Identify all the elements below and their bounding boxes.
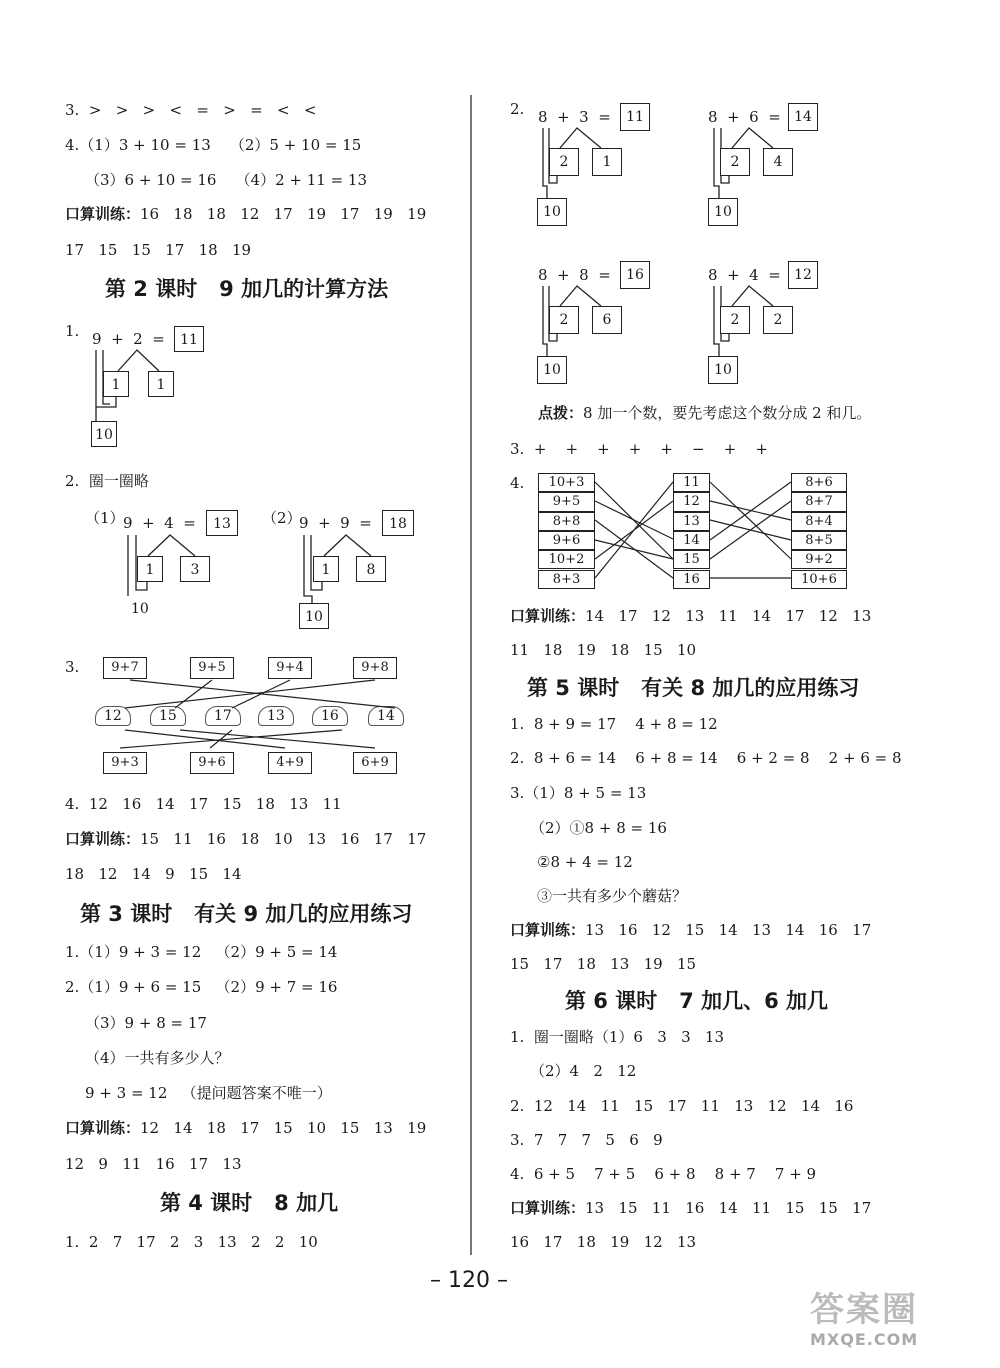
- oral-practice-cont: 16 17 18 19 12 13: [510, 1233, 697, 1251]
- oral-practice-cont: 12 9 11 16 17 13: [65, 1155, 242, 1173]
- split-box: 1: [103, 371, 129, 397]
- answer-box: 11: [174, 326, 204, 352]
- answer-line: 3. > > > < = > = < <: [65, 101, 317, 119]
- oral-practice-label: 口算训练：: [65, 830, 141, 848]
- answer-line: （3）9 + 8 = 17: [85, 1014, 207, 1032]
- lesson-heading: 第 3 课时 有关 9 加几的应用练习: [80, 902, 413, 926]
- match-cell: 9+2: [791, 550, 847, 569]
- watermark-text: 答案圈: [810, 1290, 918, 1330]
- oral-practice-label: 口算训练：: [510, 921, 586, 939]
- split-box: 6: [592, 306, 622, 334]
- envelope-card: 9+3: [103, 752, 147, 774]
- oral-practice-cont: 17 15 15 17 18 19: [65, 241, 252, 259]
- envelope-card: 9+4: [268, 657, 312, 679]
- oral-practice-cont: 18 12 14 9 15 14: [65, 865, 242, 883]
- lesson-heading: 第 2 课时 9 加几的计算方法: [105, 277, 389, 301]
- answer-box: 12: [788, 261, 818, 289]
- answer-line: 3. + + + + + − + +: [510, 440, 768, 458]
- answer-line: 9 + 3 = 12 （提问题答案不唯一）: [85, 1084, 332, 1102]
- oral-practice-values: 15 11 16 18 10 13 16 17 17: [140, 830, 427, 848]
- answer-line: 3.（1）8 + 5 = 13: [510, 784, 647, 802]
- match-cell: 13: [673, 512, 710, 531]
- bug-number: 16: [312, 706, 348, 726]
- answer-line: 2. 圈一圈略: [65, 472, 149, 490]
- answer-line: 3. 7 7 7 5 6 9: [510, 1131, 663, 1149]
- match-cell: 8+4: [791, 512, 847, 531]
- answer-line: 2. 8 + 6 = 14 6 + 8 = 14 6 + 2 = 8 2 + 6 = 8: [510, 749, 902, 767]
- oral-practice-label: 口算训练：: [65, 1119, 141, 1137]
- answer-box: 13: [206, 510, 238, 536]
- answer-line: 1. 圈一圈略（1）6 3 3 13: [510, 1028, 725, 1046]
- ten-box: 10: [91, 421, 117, 447]
- ten-box: 10: [537, 356, 567, 384]
- split-box: 1: [592, 148, 622, 176]
- answer-line: ③一共有多少个蘑菇？: [537, 887, 688, 905]
- split-box: 1: [148, 371, 174, 397]
- question-number: 4.: [510, 474, 525, 492]
- envelope-card: 4+9: [268, 752, 312, 774]
- oral-practice-label: 口算训练：: [65, 205, 141, 223]
- oral-practice-label: 口算训练：: [510, 1199, 586, 1217]
- match-cell: 8+3: [538, 570, 595, 589]
- bug-number: 17: [205, 706, 241, 726]
- ten-value: 10: [131, 601, 149, 617]
- envelope-card: 9+8: [353, 657, 397, 679]
- answer-box: 14: [788, 103, 818, 131]
- envelope-card: 9+5: [190, 657, 234, 679]
- answer-box: 18: [382, 510, 414, 536]
- equation: 8 + 3 =: [538, 108, 611, 126]
- bug-number: 14: [368, 706, 404, 726]
- equation: 9 + 2 =: [92, 330, 165, 348]
- answer-line: （3）6 + 10 = 16 （4）2 + 11 = 13: [85, 171, 368, 189]
- match-cell: 8+5: [791, 531, 847, 550]
- bug-number: 12: [95, 706, 131, 726]
- match-cell: 14: [673, 531, 710, 550]
- answer-line: 1. 8 + 9 = 17 4 + 8 = 12: [510, 715, 718, 733]
- sub-number: （1）: [85, 509, 125, 527]
- answer-line: （4）一共有多少人？: [85, 1049, 230, 1067]
- envelope-card: 9+6: [190, 752, 234, 774]
- envelope-card: 9+7: [103, 657, 147, 679]
- equation: 8 + 6 =: [708, 108, 781, 126]
- match-cell: 11: [673, 473, 710, 492]
- match-cell: 8+6: [791, 473, 847, 492]
- bug-number: 13: [258, 706, 294, 726]
- oral-practice-values: 12 14 18 17 15 10 15 13 19: [140, 1119, 427, 1137]
- match-cell: 9+6: [538, 531, 595, 550]
- split-box: 2: [549, 148, 579, 176]
- question-number: 1.: [65, 322, 80, 340]
- answer-line: 2.（1）9 + 6 = 15 （2）9 + 7 = 16: [65, 978, 338, 996]
- oral-practice-label: 口算训练：: [510, 607, 586, 625]
- lesson-heading: 第 6 课时 7 加几、6 加几: [565, 989, 829, 1013]
- watermark-logo: [810, 1290, 990, 1360]
- oral-practice: [510, 607, 871, 625]
- answer-line: 1. 2 7 17 2 3 13 2 2 10: [65, 1233, 318, 1251]
- split-box: 2: [763, 306, 793, 334]
- match-cell: 10+6: [791, 570, 847, 589]
- split-box: 1: [313, 556, 339, 582]
- bug-number: 15: [150, 706, 186, 726]
- split-box: 3: [180, 556, 210, 582]
- ten-box: 10: [708, 356, 738, 384]
- answer-line: （2）①8 + 8 = 16: [530, 819, 667, 837]
- oral-practice: [510, 1199, 871, 1217]
- equation: 8 + 4 =: [708, 266, 781, 284]
- tip-label: 点拨：: [538, 404, 584, 422]
- question-number: 2.: [510, 100, 525, 118]
- equation: 9 + 4 =: [123, 514, 196, 532]
- split-box: 4: [763, 148, 793, 176]
- oral-practice-cont: 15 17 18 13 19 15: [510, 955, 697, 973]
- page-number: – 120 –: [430, 1268, 508, 1293]
- oral-practice-values: 16 18 18 12 17 19 17 19 19: [140, 205, 427, 223]
- oral-practice-cont: 11 18 19 18 15 10: [510, 641, 697, 659]
- oral-practice: [510, 921, 871, 939]
- answer-line: 2. 12 14 11 15 17 11 13 12 14 16: [510, 1097, 854, 1115]
- lesson-heading: 第 5 课时 有关 8 加几的应用练习: [527, 676, 860, 700]
- equation: 9 + 9 =: [299, 514, 372, 532]
- answer-line: 4.（1）3 + 10 = 13 （2）5 + 10 = 15: [65, 136, 362, 154]
- split-box: 2: [549, 306, 579, 334]
- ten-box: 10: [299, 603, 329, 629]
- lesson-heading: 第 4 课时 8 加几: [160, 1191, 339, 1215]
- match-cell: 10+2: [538, 550, 595, 569]
- envelope-card: 6+9: [353, 752, 397, 774]
- answer-line: ②8 + 4 = 12: [537, 853, 633, 871]
- match-cell: 8+7: [791, 492, 847, 511]
- match-cell: 12: [673, 492, 710, 511]
- question-number: 3.: [65, 658, 80, 676]
- oral-practice-values: 13 16 12 15 14 13 14 16 17: [585, 921, 872, 939]
- match-cell: 8+8: [538, 512, 595, 531]
- answer-box: 11: [620, 103, 650, 131]
- oral-practice-values: 13 15 11 16 14 11 15 15 17: [585, 1199, 872, 1217]
- tip-text: 8 加一个数，要先考虑这个数分成 2 和几。: [583, 404, 872, 422]
- match-cell: 10+3: [538, 473, 595, 492]
- match-cell: 16: [673, 570, 710, 589]
- ten-box: 10: [537, 198, 567, 226]
- split-box: 2: [720, 306, 750, 334]
- ten-box: 10: [708, 198, 738, 226]
- equation: 8 + 8 =: [538, 266, 611, 284]
- watermark-url: MXQE.COM: [810, 1330, 919, 1349]
- match-cell: 15: [673, 550, 710, 569]
- answer-line: （2）4 2 12: [530, 1062, 637, 1080]
- answer-line: 4. 12 16 14 17 15 18 13 11: [65, 795, 342, 813]
- answer-line: 4. 6 + 5 7 + 5 6 + 8 8 + 7 7 + 9: [510, 1165, 817, 1183]
- sub-number: （2）: [262, 509, 302, 527]
- answer-box: 16: [620, 261, 650, 289]
- oral-practice-values: 14 17 12 13 11 14 17 12 13: [585, 607, 872, 625]
- split-box: 8: [356, 556, 386, 582]
- answer-line: 1.（1）9 + 3 = 12 （2）9 + 5 = 14: [65, 943, 338, 961]
- split-box: 1: [137, 556, 163, 582]
- match-cell: 9+5: [538, 492, 595, 511]
- split-box: 2: [720, 148, 750, 176]
